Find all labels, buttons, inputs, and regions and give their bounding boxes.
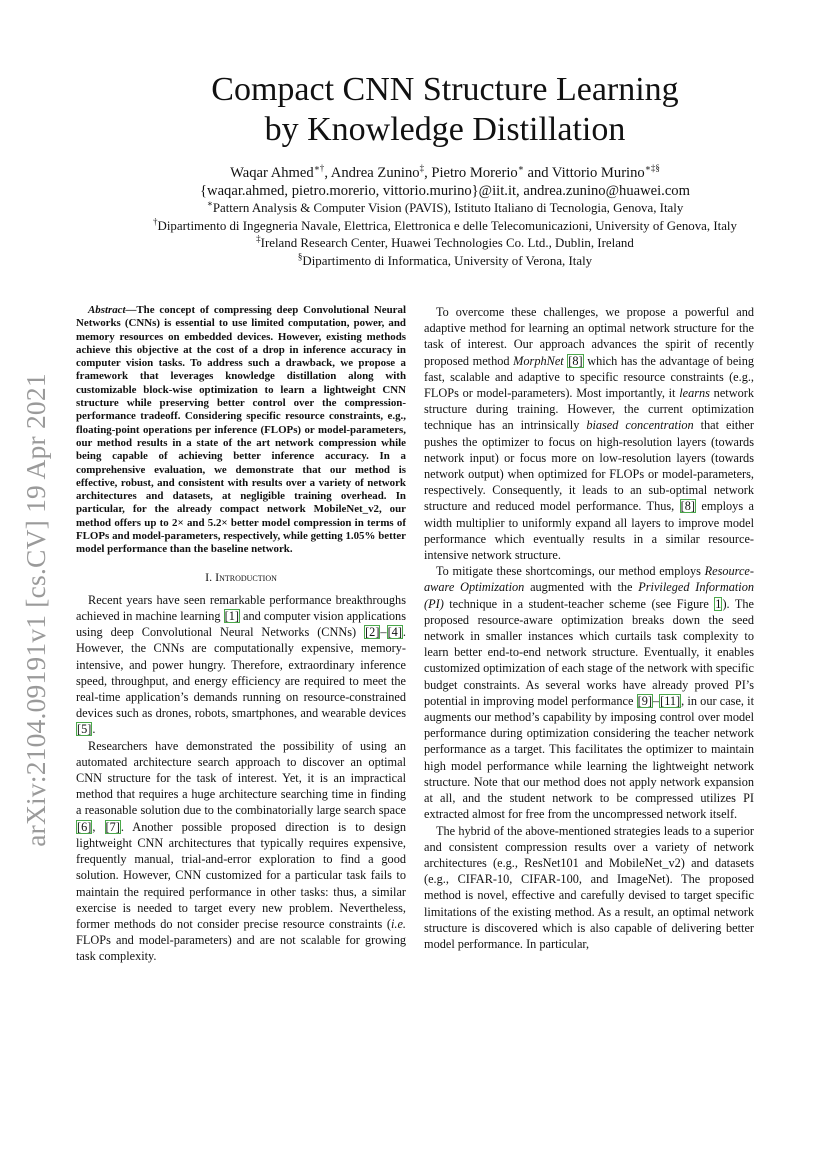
intro-paragraph-1: [76, 592, 406, 738]
text-run: , in our case, it augments our method’s capability by imposing control over model performance during optimization considering the teacher network performance as a target. This facilitates the optimizer to maintain high model performance while learning the lightweight network structure. Note that our method does not apply network expansion at all, and the student network to be compressed utilizes PI extracted almost for free from the uncompressed network itself.: [424, 693, 754, 822]
intro-paragraph-2: [76, 738, 406, 965]
author-1: Waqar Ahmed: [230, 165, 314, 181]
text-run: –: [380, 625, 387, 640]
author-2: , Andrea Zunino: [324, 165, 420, 181]
text-run: FLOPs and model-parameters) and are not scalable for growing task complexity.: [76, 933, 406, 964]
text-run: . Another possible proposed direction is to design lightweight CNN architectures that typically requires expensive, frequently manual, trial-and-error exploration to find a good solution. However, CNN customized for a particular task fails to maintain the required performance in other tasks: thus, a similar exercise is needed to target every new problem. Nevertheless, former methods do not consider precise resource constraints (: [76, 819, 406, 931]
author-4-sup: ∗‡§: [644, 163, 660, 174]
text-run: ,: [92, 819, 105, 834]
arxiv-identifier-stamp: [16, 365, 56, 855]
text-run: Recent years have seen remarkable performance breakthroughs achieved in machine learning: [76, 592, 406, 624]
affiliation-1-text: Pattern Analysis & Computer Vision (PAVIS), Istituto Italiano di Tecnologia, Genova, Italy: [212, 201, 684, 216]
text-run: ). The proposed resource-aware optimization breaks down the seed network in smaller instances which curtails task complexity to learn better end-to-end network structure. Eventually, it enables customized optimization of each stage of the network with specific budget constraints. As several works have already proved PI’s potential in improving model performance: [424, 596, 754, 708]
author-names: [90, 165, 800, 183]
abstract-label: Abstract: [88, 304, 126, 316]
arxiv-id-text: arXiv:2104.09191v1 [cs.CV] 19 Apr 2021: [20, 373, 51, 847]
title-line-1: Compact CNN Structure Learning: [211, 71, 679, 108]
emphasis-text: i.e.: [390, 916, 406, 931]
left-column: [76, 304, 406, 965]
affiliation-3: [90, 235, 800, 253]
text-run: and computer vision applications using deep Convolutional Neural Networks (CNNs): [76, 609, 406, 640]
text-run: employs a width multiplier to uniformly expand all layers to improve model performance which eventually results in a similar resource-intensive network structure.: [424, 499, 754, 563]
text-run: To overcome these challenges, we propose a powerful and adaptive method for learning an optimal network structure for the task of interest. Our approach advances the spirit of recently proposed method: [424, 305, 754, 368]
text-run: . However, the CNNs are computationally expensive, memory-intensive, and power hungry. Therefore, extraordinary inference speed, throughput, and energy efficiency are required to meet the real-time application’s demands running on resource-constrained devices such as drones, robots, smartphones, and wearable devices: [76, 625, 406, 721]
text-run: that either pushes the optimizer to focus on high-resolution layers (towards network input) or focus more on low-resolution layers (towards network output) when optimized for FLOPs or model-parameters, respectively. Consequently, it leads to an sub-optimal network structure and reduced model performance. Thus,: [424, 418, 754, 514]
intro-paragraph-4: [424, 563, 754, 822]
author-3: , Pietro Morerio: [424, 165, 518, 181]
author-emails: {waqar.ahmed, pietro.morerio, vittorio.murino}@iit.it, andrea.zunino@huawei.com: [200, 182, 690, 199]
author-block: [90, 165, 800, 271]
right-column: [424, 304, 754, 952]
affiliation-3-sup: ‡: [256, 234, 261, 245]
text-run: –: [652, 693, 660, 708]
affiliation-1: [90, 200, 800, 218]
figure-link[interactable]: 1: [715, 596, 722, 611]
citation-link[interactable]: [5]: [77, 722, 92, 737]
affiliation-2-sup: †: [153, 216, 158, 227]
affiliation-2-text: Dipartimento di Ingegneria Navale, Elettrica, Elettronica e delle Telecomunicazioni, University of Genova, Italy: [157, 218, 737, 233]
citation-link[interactable]: [4]: [387, 625, 402, 640]
text-run: .: [92, 722, 96, 737]
text-run: technique in a student-teacher scheme (see Figure: [443, 596, 715, 611]
citation-link[interactable]: [2]: [365, 625, 380, 640]
abstract-text: —The concept of compressing deep Convolutional Neural Networks (CNNs) is essential to use limited computation, power, and memory resources on embedded devices. However, existing methods achieve this objective at the cost of a drop in inference accuracy in computer vision tasks. To address such a drawback, we propose a framework that leverages knowledge distillation along with customizable block-wise optimization to learn a lightweight CNN structure while preserving better control over the compression-performance tradeoff. Considering specific resource constraints, e.g., floating-point operations per inference (FLOPs) or model-parameters, our method results in a state of the art network compression while being capable of achieving better inference accuracy. In a comprehensive evaluation, we demonstrate that our method is effective, robust, and consistent with results over a variety of network architectures and datasets, at negligible training overhead. In particular, for the already compact network MobileNet_v2, our method offers up to 2× and 5.2× better model compression in terms of FLOPs and model-parameters, respectively, while getting 1.05% better model performance than the baseline network.: [76, 304, 406, 556]
citation-link[interactable]: [8]: [568, 353, 583, 368]
text-run: network structure during training. However, the current optimization technique has an intrinsically: [424, 386, 754, 433]
citation-link[interactable]: [8]: [680, 499, 695, 514]
affiliation-2: [90, 218, 800, 236]
affiliation-1-sup: ∗: [206, 198, 213, 209]
text-run: augmented with the: [524, 580, 639, 595]
emphasis-text: Resource-aware Optimization: [424, 564, 754, 595]
emphasis-text: learns: [679, 386, 710, 401]
author-3-sup: ∗: [517, 163, 524, 174]
affiliation-4: [90, 253, 800, 271]
title-line-2: by Knowledge Distillation: [264, 111, 626, 148]
citation-link[interactable]: [9]: [637, 693, 652, 708]
emphasis-text: MorphNet: [513, 353, 564, 368]
intro-paragraph-3: [424, 304, 754, 563]
citation-link[interactable]: [11]: [660, 693, 681, 708]
text-run: Researchers have demonstrated the possibility of using an automated architecture search approach to discover an optimal CNN structure for the task of interest. Yet, it is an impractical method that requires a huge architecture searching time in finding a reasonable solution due to the combinatorially large search space: [76, 738, 406, 818]
citation-link[interactable]: [1]: [224, 609, 239, 624]
author-2-sup: ‡: [419, 163, 425, 174]
section-heading-introduction: I. Introduction: [205, 569, 277, 584]
author-4: and Vittorio Murino: [523, 165, 645, 181]
affiliation-4-text: Dipartimento di Informatica, University of Verona, Italy: [302, 253, 593, 268]
text-run: To mitigate these shortcomings, our method employs: [436, 564, 705, 579]
citation-link[interactable]: [6]: [77, 819, 92, 834]
affiliation-3-text: Ireland Research Center, Huawei Technologies Co. Ltd., Dublin, Ireland: [260, 236, 634, 251]
text-run: which has the advantage of being fast, scalable and adaptive to specific resource constraints (e.g., FLOPs or model-parameters). Most importantly, it: [424, 353, 754, 401]
emphasis-text: biased concentration: [586, 418, 694, 433]
affiliation-4-sup: §: [297, 251, 303, 262]
author-1-sup: ∗†: [313, 163, 325, 174]
abstract: [76, 304, 406, 557]
intro-paragraph-5: The hybrid of the above-mentioned strategies leads to a superior and consistent compression results over a variety of network architectures (e.g., ResNet101 and MobileNet_v2) and datasets (e.g., CIFAR-10, CIFAR-100, and ImageNet). The proposed method is novel, effective and carefully devised to target specific limitations of the existing method. As a result, an optimal network structure is discovered which is also capable of delivering better model performance. In particular,: [424, 823, 754, 951]
paper-title: [90, 70, 800, 150]
citation-link[interactable]: [7]: [105, 819, 120, 834]
emphasis-text: Privileged Information (PI): [424, 580, 754, 611]
